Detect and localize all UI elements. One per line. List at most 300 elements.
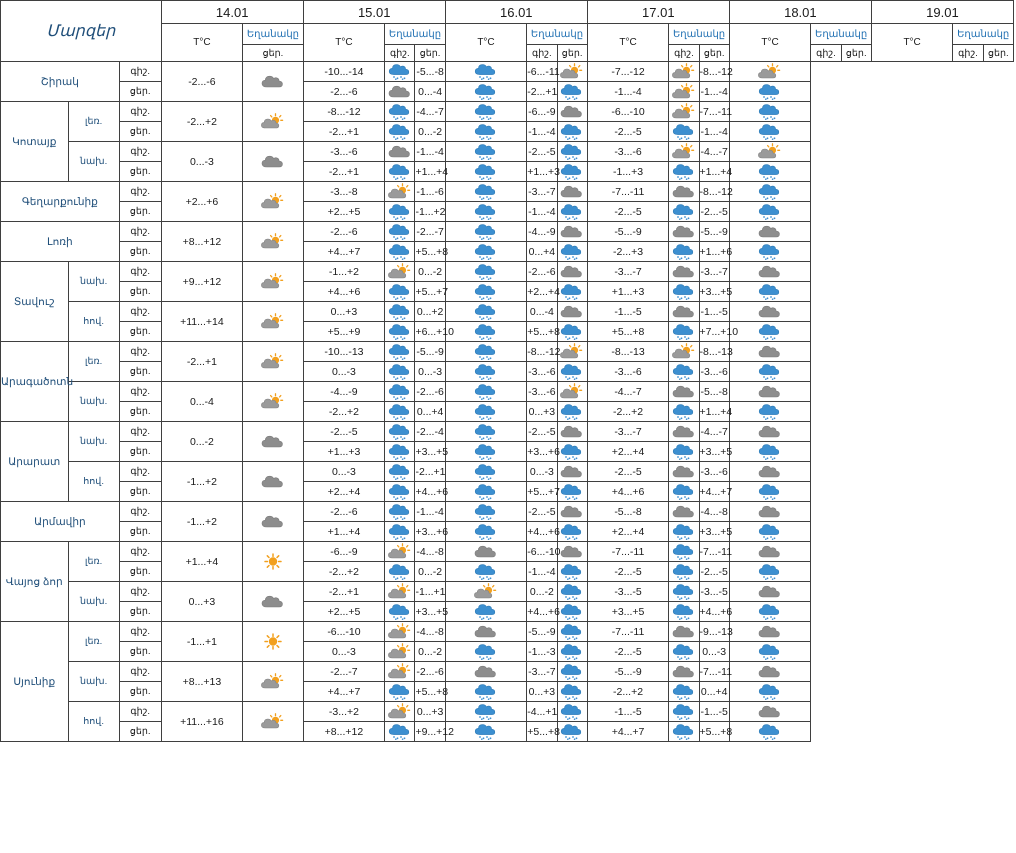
temp-day1: +9...+12 <box>161 262 242 302</box>
row-label: գիշ. <box>119 542 161 562</box>
temp-day4: -6...-9 <box>527 102 557 122</box>
weather-icon-day3 <box>445 522 526 542</box>
weather-icon-day4 <box>557 202 587 222</box>
temp-day5: -5...-8 <box>587 502 668 522</box>
temp-day1: +11...+14 <box>161 302 242 342</box>
day-subheader-5: ցեր. <box>983 45 1013 62</box>
temp-day6: -1...-4 <box>699 82 729 102</box>
weather-icon-day2 <box>385 102 415 122</box>
weather-icon-day6 <box>729 462 810 482</box>
weather-icon-day3 <box>445 722 526 742</box>
temp-day3: +5...+7 <box>415 282 445 302</box>
weather-icon-day5 <box>669 282 699 302</box>
weather-icon-day6 <box>729 522 810 542</box>
weather-icon-day4 <box>557 422 587 442</box>
temp-day4: -3...-6 <box>527 362 557 382</box>
temp-day5: -3...-5 <box>587 582 668 602</box>
temp-day6: 0...-3 <box>699 642 729 662</box>
weather-icon-day6 <box>729 102 810 122</box>
temp-day5: -5...-9 <box>587 662 668 682</box>
temp-day1: +2...+6 <box>161 182 242 222</box>
weather-icon-day3 <box>445 482 526 502</box>
temp-day5: +2...+4 <box>587 442 668 462</box>
night-subheader-3: գիշ. <box>669 45 699 62</box>
temp-day2: 0...-3 <box>303 642 384 662</box>
row-label: ցեր. <box>119 642 161 662</box>
weather-icon-day5 <box>669 322 699 342</box>
temp-header-4: T°C <box>729 24 810 62</box>
table-row <box>1 622 1014 642</box>
temp-day4: 0...-2 <box>527 582 557 602</box>
row-label: գիշ. <box>119 382 161 402</box>
day-subheader-1: ցեր. <box>415 45 445 62</box>
temp-day2: -3...+2 <box>303 702 384 722</box>
weather-icon-day5 <box>669 582 699 602</box>
weather-icon-day1 <box>243 102 304 142</box>
temp-day3: +3...+5 <box>415 442 445 462</box>
weather-icon-day2 <box>385 422 415 442</box>
table-row <box>1 102 1014 122</box>
weather-icon-day5 <box>669 402 699 422</box>
temp-day3: -2...-7 <box>415 222 445 242</box>
temp-day6: +1...+6 <box>699 242 729 262</box>
weather-icon-day1 <box>243 422 304 462</box>
weather-icon-day4 <box>557 62 587 82</box>
temp-header-5: T°C <box>871 24 952 62</box>
temp-day4: -6...-10 <box>527 542 557 562</box>
temp-day6: -8...-12 <box>699 62 729 82</box>
table-row <box>1 522 1014 542</box>
temp-day6: -4...-7 <box>699 422 729 442</box>
weather-icon-day2 <box>385 442 415 462</box>
weather-icon-day4 <box>557 162 587 182</box>
weather-icon-day2 <box>385 582 415 602</box>
weather-icon-day2 <box>385 222 415 242</box>
weather-icon-day1 <box>243 382 304 422</box>
weather-icon-day2 <box>385 462 415 482</box>
temp-day1: 0...-4 <box>161 382 242 422</box>
temp-day1: 0...+3 <box>161 582 242 622</box>
temp-day2: -2...-7 <box>303 662 384 682</box>
temp-day4: -6...-11 <box>527 62 557 82</box>
weather-icon-day3 <box>445 142 526 162</box>
weather-icon-day5 <box>669 702 699 722</box>
weather-icon-day4 <box>557 662 587 682</box>
weather-icon-day4 <box>557 262 587 282</box>
weather-icon-day5 <box>669 182 699 202</box>
weather-icon-day5 <box>669 442 699 462</box>
region-name: Վայոց ձոր <box>1 542 69 622</box>
zone-name: լեռ. <box>68 622 119 662</box>
weather-icon-day6 <box>729 402 810 422</box>
weather-icon-day2 <box>385 202 415 222</box>
temp-day1: +8...+12 <box>161 222 242 262</box>
weather-icon-day3 <box>445 102 526 122</box>
temp-day4: -2...-5 <box>527 142 557 162</box>
table-row <box>1 242 1014 262</box>
row-label: ցեր. <box>119 402 161 422</box>
weather-icon-day1 <box>243 342 304 382</box>
temp-day1: 0...-2 <box>161 422 242 462</box>
weather-icon-day3 <box>445 62 526 82</box>
weather-icon-day6 <box>729 542 810 562</box>
weather-icon-day6 <box>729 342 810 362</box>
weather-icon-day6 <box>729 322 810 342</box>
table-row <box>1 402 1014 422</box>
temp-day6: 0...+4 <box>699 682 729 702</box>
temp-day2: -2...+2 <box>303 562 384 582</box>
weather-icon-day2 <box>385 182 415 202</box>
table-row <box>1 422 1014 442</box>
weather-icon-day6 <box>729 482 810 502</box>
weather-icon-day3 <box>445 602 526 622</box>
temp-day5: -6...-10 <box>587 102 668 122</box>
table-row <box>1 222 1014 242</box>
temp-day5: +1...+3 <box>587 282 668 302</box>
table-row <box>1 82 1014 102</box>
row-label: գիշ. <box>119 662 161 682</box>
temp-day4: -2...-5 <box>527 422 557 442</box>
temp-day3: -1...-4 <box>415 142 445 162</box>
region-name: Գեղարքունիք <box>1 182 120 222</box>
weather-icon-day3 <box>445 582 526 602</box>
weather-icon-day5 <box>669 342 699 362</box>
zone-name: նախ. <box>68 142 119 182</box>
weather-icon-day4 <box>557 342 587 362</box>
weather-icon-day5 <box>669 482 699 502</box>
temp-day4: -4...+1 <box>527 702 557 722</box>
temp-day6: -2...-5 <box>699 202 729 222</box>
weather-icon-day2 <box>385 82 415 102</box>
weather-icon-day6 <box>729 442 810 462</box>
weather-icon-day3 <box>445 242 526 262</box>
weather-icon-day1 <box>243 62 304 102</box>
temp-day5: -1...-5 <box>587 702 668 722</box>
temp-day5: -1...-4 <box>587 82 668 102</box>
row-label: ցեր. <box>119 682 161 702</box>
temp-day4: -8...-12 <box>527 342 557 362</box>
zone-name: լեռ. <box>68 342 119 382</box>
weather-icon-day2 <box>385 162 415 182</box>
table-row <box>1 442 1014 462</box>
temp-day1: -1...+2 <box>161 502 242 542</box>
temp-day3: -1...-6 <box>415 182 445 202</box>
row-label: գիշ. <box>119 342 161 362</box>
temp-day4: -3...-7 <box>527 182 557 202</box>
weather-icon-day6 <box>729 62 810 82</box>
temp-day1: +8...+13 <box>161 662 242 702</box>
weather-icon-day3 <box>445 682 526 702</box>
region-name: Կոտայք <box>1 102 69 182</box>
row-label: ցեր. <box>119 282 161 302</box>
table-row <box>1 542 1014 562</box>
weather-icon-day2 <box>385 322 415 342</box>
row-label: ցեր. <box>119 122 161 142</box>
weather-icon-day3 <box>445 342 526 362</box>
weather-icon-day4 <box>557 602 587 622</box>
weather-icon-day4 <box>557 182 587 202</box>
corner-label: Մարզեր <box>1 1 162 62</box>
weather-icon-day1 <box>243 222 304 262</box>
temp-day6: +4...+7 <box>699 482 729 502</box>
weather-icon-day2 <box>385 622 415 642</box>
temp-day2: +2...+5 <box>303 602 384 622</box>
weather-icon-day3 <box>445 362 526 382</box>
temp-day4: -2...-5 <box>527 502 557 522</box>
temp-day2: +4...+7 <box>303 242 384 262</box>
weather-icon-day3 <box>445 462 526 482</box>
date-header-4: 18.01 <box>729 1 871 24</box>
weather-icon-day4 <box>557 522 587 542</box>
temp-day4: -1...-4 <box>527 122 557 142</box>
temp-day4: -2...-6 <box>527 262 557 282</box>
date-header-3: 17.01 <box>587 1 729 24</box>
weather-icon-day5 <box>669 682 699 702</box>
weather-icon-day3 <box>445 622 526 642</box>
temp-day2: +4...+7 <box>303 682 384 702</box>
temp-day6: -3...-7 <box>699 262 729 282</box>
weather-icon-day3 <box>445 442 526 462</box>
temp-day6: -7...-11 <box>699 542 729 562</box>
table-row <box>1 62 1014 82</box>
temp-day4: +4...+6 <box>527 602 557 622</box>
temp-day3: +9...+12 <box>415 722 445 742</box>
weather-icon-day1 <box>243 542 304 582</box>
weather-icon-day4 <box>557 442 587 462</box>
row-label: գիշ. <box>119 142 161 162</box>
weather-header-2: Եղանակը <box>527 24 588 45</box>
temp-day6: -1...-5 <box>699 702 729 722</box>
zone-name: նախ. <box>68 662 119 702</box>
weather-icon-day4 <box>557 142 587 162</box>
row-label: ցեր. <box>119 322 161 342</box>
weather-icon-day6 <box>729 722 810 742</box>
zone-name: նախ. <box>68 582 119 622</box>
temp-day5: -8...-13 <box>587 342 668 362</box>
day-subheader-4: ցեր. <box>841 45 871 62</box>
temp-day2: -2...-6 <box>303 502 384 522</box>
temp-day3: -5...-9 <box>415 342 445 362</box>
region-name: Արմավիր <box>1 502 120 542</box>
zone-name: լեռ. <box>68 102 119 142</box>
weather-icon-day5 <box>669 462 699 482</box>
temp-day2: -6...-10 <box>303 622 384 642</box>
weather-icon-day4 <box>557 242 587 262</box>
weather-icon-day3 <box>445 222 526 242</box>
weather-icon-day4 <box>557 482 587 502</box>
weather-icon-day2 <box>385 542 415 562</box>
weather-icon-day4 <box>557 82 587 102</box>
temp-day2: -10...-13 <box>303 342 384 362</box>
temp-day5: -2...-5 <box>587 562 668 582</box>
weather-icon-day6 <box>729 562 810 582</box>
weather-icon-day5 <box>669 62 699 82</box>
temp-day6: +7...+10 <box>699 322 729 342</box>
weather-icon-day4 <box>557 462 587 482</box>
temp-day3: -4...-8 <box>415 622 445 642</box>
temp-day3: -1...+2 <box>415 202 445 222</box>
region-name: Արարատ <box>1 422 69 502</box>
table-row <box>1 122 1014 142</box>
temp-day3: 0...-2 <box>415 122 445 142</box>
weather-icon-day2 <box>385 242 415 262</box>
weather-icon-day5 <box>669 162 699 182</box>
night-subheader-4: գիշ. <box>811 45 841 62</box>
row-label: գիշ. <box>119 62 161 82</box>
temp-day3: +4...+6 <box>415 482 445 502</box>
weather-icon-day2 <box>385 142 415 162</box>
row-label: ցեր. <box>119 562 161 582</box>
weather-icon-day1 <box>243 182 304 222</box>
weather-icon-day1 <box>243 302 304 342</box>
weather-icon-day4 <box>557 722 587 742</box>
temp-day1: 0...-3 <box>161 142 242 182</box>
table-row <box>1 282 1014 302</box>
weather-icon-day3 <box>445 262 526 282</box>
weather-icon-day6 <box>729 262 810 282</box>
weather-icon-day4 <box>557 102 587 122</box>
temp-day6: -4...-7 <box>699 142 729 162</box>
table-row <box>1 582 1014 602</box>
day-subheader-0: ցեր. <box>243 45 304 62</box>
day-subheader-2: ցեր. <box>557 45 587 62</box>
temp-day5: -3...-6 <box>587 142 668 162</box>
zone-name: հով. <box>68 702 119 742</box>
weather-icon-day5 <box>669 602 699 622</box>
weather-icon-day1 <box>243 662 304 702</box>
weather-icon-day1 <box>243 582 304 622</box>
temp-day3: 0...+2 <box>415 302 445 322</box>
temp-day4: 0...-4 <box>527 302 557 322</box>
temp-day5: -1...+3 <box>587 162 668 182</box>
weather-icon-day2 <box>385 62 415 82</box>
region-name: Սյունիք <box>1 622 69 742</box>
weather-icon-day6 <box>729 702 810 722</box>
temp-day5: -7...-11 <box>587 542 668 562</box>
weather-icon-day4 <box>557 122 587 142</box>
weather-icon-day4 <box>557 222 587 242</box>
temp-day5: +3...+5 <box>587 602 668 622</box>
row-label: գիշ. <box>119 582 161 602</box>
weather-icon-day6 <box>729 242 810 262</box>
temp-day2: +1...+4 <box>303 522 384 542</box>
temp-day6: -4...-8 <box>699 502 729 522</box>
temp-day6: +5...+8 <box>699 722 729 742</box>
temp-day6: -7...-11 <box>699 102 729 122</box>
temp-day2: -2...-6 <box>303 82 384 102</box>
weather-icon-day4 <box>557 322 587 342</box>
temp-day4: 0...+3 <box>527 402 557 422</box>
weather-icon-day4 <box>557 542 587 562</box>
weather-icon-day2 <box>385 482 415 502</box>
temp-day6: -5...-8 <box>699 382 729 402</box>
row-label: ցեր. <box>119 362 161 382</box>
row-label: ցեր. <box>119 522 161 542</box>
temp-day1: +1...+4 <box>161 542 242 582</box>
weather-icon-day5 <box>669 542 699 562</box>
temp-day4: -3...-7 <box>527 662 557 682</box>
temp-day6: +3...+5 <box>699 522 729 542</box>
region-name: Արագածոտն <box>1 342 69 422</box>
table-row <box>1 142 1014 162</box>
weather-icon-day6 <box>729 502 810 522</box>
weather-icon-day5 <box>669 522 699 542</box>
temp-day5: +4...+6 <box>587 482 668 502</box>
temp-day4: 0...-3 <box>527 462 557 482</box>
weather-icon-day4 <box>557 562 587 582</box>
temp-day6: -3...-6 <box>699 362 729 382</box>
temp-day6: -3...-6 <box>699 462 729 482</box>
zone-name: հով. <box>68 302 119 342</box>
weather-icon-day5 <box>669 262 699 282</box>
temp-day4: +2...+4 <box>527 282 557 302</box>
temp-day2: -2...+1 <box>303 582 384 602</box>
table-row <box>1 502 1014 522</box>
weather-icon-day2 <box>385 282 415 302</box>
temp-day3: +1...+4 <box>415 162 445 182</box>
row-label: ցեր. <box>119 202 161 222</box>
temp-day3: 0...-2 <box>415 262 445 282</box>
weather-header-1: Եղանակը <box>385 24 446 45</box>
temp-day4: +5...+8 <box>527 722 557 742</box>
row-label: գիշ. <box>119 302 161 322</box>
temp-day4: -5...-9 <box>527 622 557 642</box>
temp-day3: -2...-6 <box>415 662 445 682</box>
temp-day6: +4...+6 <box>699 602 729 622</box>
temp-day2: -8...-12 <box>303 102 384 122</box>
weather-icon-day4 <box>557 382 587 402</box>
weather-icon-day3 <box>445 282 526 302</box>
temp-day3: -2...-4 <box>415 422 445 442</box>
weather-icon-day6 <box>729 642 810 662</box>
weather-icon-day3 <box>445 382 526 402</box>
weather-icon-day6 <box>729 682 810 702</box>
weather-icon-day3 <box>445 402 526 422</box>
temp-day6: +1...+4 <box>699 402 729 422</box>
temp-day6: +3...+5 <box>699 442 729 462</box>
temp-day2: -3...-6 <box>303 142 384 162</box>
weather-header-5: Եղանակը <box>953 24 1014 45</box>
weather-icon-day3 <box>445 642 526 662</box>
temp-day2: -3...-8 <box>303 182 384 202</box>
row-label: ցեր. <box>119 722 161 742</box>
weather-icon-day2 <box>385 342 415 362</box>
weather-icon-day5 <box>669 222 699 242</box>
temp-day6: +1...+4 <box>699 162 729 182</box>
row-label: գիշ. <box>119 502 161 522</box>
weather-icon-day4 <box>557 362 587 382</box>
temp-day4: 0...+3 <box>527 682 557 702</box>
region-name: Շիրակ <box>1 62 120 102</box>
weather-icon-day3 <box>445 502 526 522</box>
weather-icon-day6 <box>729 202 810 222</box>
night-subheader-1: գիշ. <box>385 45 415 62</box>
weather-icon-day2 <box>385 262 415 282</box>
weather-icon-day3 <box>445 302 526 322</box>
temp-day2: -2...+2 <box>303 402 384 422</box>
row-label: գիշ. <box>119 102 161 122</box>
temp-day6: -8...-13 <box>699 342 729 362</box>
weather-icon-day4 <box>557 502 587 522</box>
temp-day4: +5...+7 <box>527 482 557 502</box>
temp-header-2: T°C <box>445 24 526 62</box>
temp-day5: -2...-5 <box>587 462 668 482</box>
temp-day6: -2...-5 <box>699 562 729 582</box>
temp-day1: -1...+2 <box>161 462 242 502</box>
temp-day2: 0...-3 <box>303 362 384 382</box>
temp-day2: -4...-9 <box>303 382 384 402</box>
table-row <box>1 482 1014 502</box>
